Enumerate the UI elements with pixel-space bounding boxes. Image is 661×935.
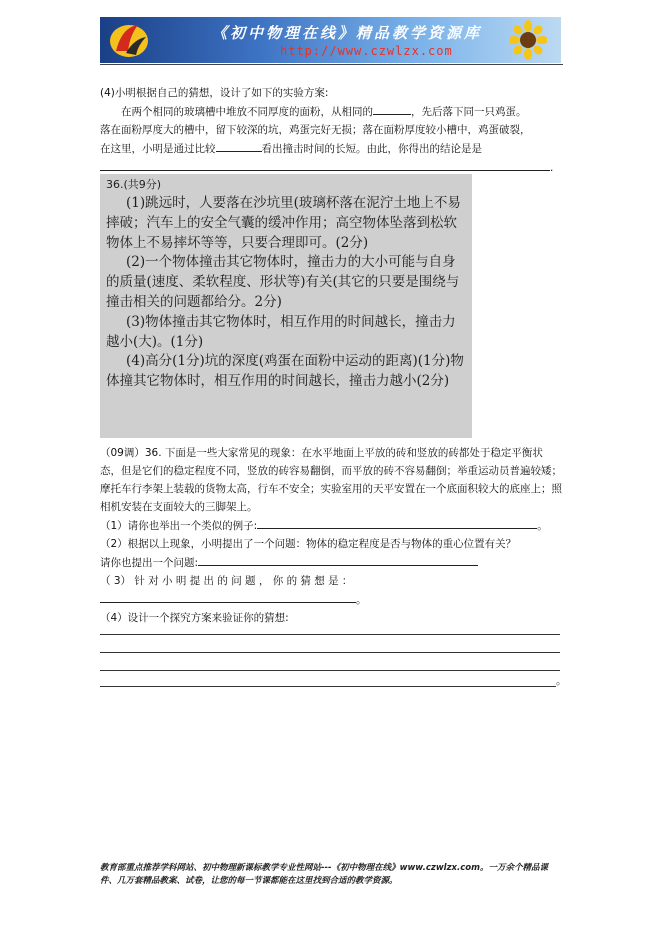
answer-line-2[interactable] xyxy=(100,652,560,653)
part4-line2: 落在面粉厚度大的槽中，留下较深的坑，鸡蛋完好无损；落在面粉厚度较小槽中，鸡蛋破裂， xyxy=(100,124,531,136)
part4-blank-height[interactable] xyxy=(373,102,411,115)
part4-block xyxy=(100,84,562,177)
part4-line1: 在两个相同的玻璃槽中堆放不同厚度的面粉，从相同的 ，先后落下同一只鸡蛋。 xyxy=(100,102,562,121)
q36-part3: （ 3） 针 对 小 明 提 出 的 问 题 ， 你 的 猜 想 是 ： xyxy=(100,575,353,587)
part4-line4: . xyxy=(100,158,562,177)
scan-answer-3: (3)物体撞击其它物体时，相互作用的时间越长，撞击力越小(大)。(1分) xyxy=(106,313,456,350)
q36-part2: （2）根据以上现象，小明提出了一个问题：物体的稳定程度是否与物体的重心位置有关？ xyxy=(100,538,517,550)
question-36 xyxy=(100,444,562,627)
part4-blank-conclusion[interactable] xyxy=(100,158,550,171)
scan-answer-2: (2)一个物体撞击其它物体时，撞击力的大小可能与自身的质量(速度、柔软程度、形状等)有关(其它的只要是围绕与撞击相关的问题都给分。2分) xyxy=(106,254,460,310)
part4-heading: (4)小明根据自己的猜想，设计了如下的实验方案: xyxy=(100,87,329,99)
q36-part4: （4）设计一个探究方案来验证你的猜想: xyxy=(100,612,289,624)
part4-line3: 在这里，小明是通过比较 看出撞击时间的长短。由此，你得出的结论是是 xyxy=(100,139,562,158)
answer-line-4[interactable] xyxy=(100,686,556,687)
scanned-answer-image xyxy=(100,174,472,438)
banner-title: 《初中物理在线》精品教学资源库 xyxy=(212,24,483,42)
sunflower-icon xyxy=(509,20,547,60)
q36-blank-question[interactable] xyxy=(198,553,478,566)
part4-blank-compare[interactable] xyxy=(216,139,262,152)
q36-intro: （09调）36. 下面是一些大家常见的现象：在水平地面上平放的砖和竖放的砖都处于稳定平衡状态，但是它们的稳定程度不同，竖放的砖容易翻倒，而平放的砖不容易翻倒；举重运动员普遍较矮；摩托车行李架上装载的货物太高，行车不安全；实验室用的天平安置在一个底面积较大的底座上；照相机安装在支面较大的三脚架上。 xyxy=(100,447,562,513)
q36-part3b: 。 xyxy=(100,590,562,609)
q36-blank-guess[interactable] xyxy=(100,590,356,603)
scan-answer-1: (1)跳远时，人要落在沙坑里(玻璃杯落在泥泞土地上不易摔破；汽车上的安全气囊的缓冲作用；高空物体坠落到松软物体上不易摔坏等等，只要合理即可。(2分) xyxy=(106,195,461,251)
header-banner xyxy=(100,17,561,63)
header-rule xyxy=(100,64,563,65)
q36-part2b: 请你也提出一个问题: xyxy=(100,553,562,572)
scan-heading: 36.(共9分) xyxy=(106,178,162,191)
scan-answer-4: (4)高分(1分)坑的深度(鸡蛋在面粉中运动的距离)(1分)物体撞其它物体时，相互作用的时间越长，撞击力越小(2分) xyxy=(106,353,464,390)
q36-blank-example[interactable] xyxy=(257,516,537,529)
q36-part1: （1）请你也举出一个类似的例子: 。 xyxy=(100,516,562,535)
footer-note: 教育部重点推荐学科网站、初中物理新课标教学专业性网站---《初中物理在线》www.czwlzx.com。一万余个精品课件、几万套精品教案、试卷，让您的每一节课都能在这里找到合适的教学资源。 xyxy=(100,863,548,886)
answer-line-1[interactable] xyxy=(100,634,560,635)
banner-url[interactable]: http://www.czwlzx.com xyxy=(280,44,453,58)
answer-line-3[interactable] xyxy=(100,670,560,671)
answer-end-mark: 。 xyxy=(556,675,567,687)
site-logo-icon xyxy=(108,21,150,59)
